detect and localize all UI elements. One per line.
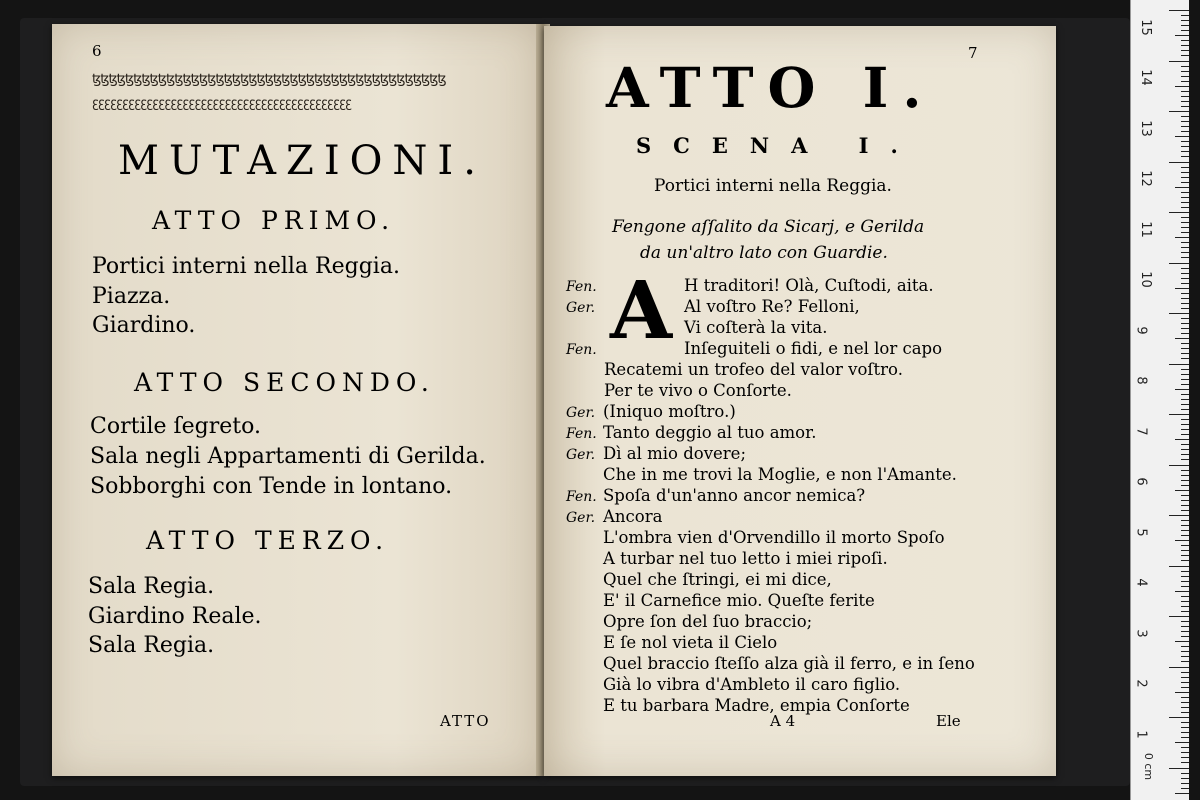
ruler-tick: [1181, 146, 1189, 147]
scene-list-item: Sala negli Appartamenti di Gerilda.: [90, 444, 486, 469]
ruler-tick: [1181, 106, 1189, 107]
verse-line: (Iniquo moſtro.): [603, 402, 736, 421]
verse-line: E' il Carnefice mio. Queſte ferite: [603, 591, 875, 610]
ruler-tick: [1181, 126, 1189, 127]
ruler-tick: [1169, 667, 1189, 668]
ruler-tick: [1181, 116, 1189, 117]
verse-line: Per te vivo o Conſorte.: [604, 381, 792, 400]
ruler-tick: [1181, 96, 1189, 97]
ruler-tick: [1181, 788, 1189, 789]
ruler-tick: [1181, 475, 1189, 476]
speaker-label: Ger.: [566, 300, 596, 316]
ruler-tick: [1181, 333, 1189, 334]
ruler-label: 14: [1137, 69, 1153, 86]
ruler-tick: [1181, 141, 1189, 142]
ruler-tick: [1175, 490, 1189, 491]
ruler-tick: [1181, 252, 1189, 253]
ruler-tick: [1181, 530, 1189, 531]
speaker-label: Ger.: [566, 447, 596, 463]
ruler-tick: [1181, 348, 1189, 349]
ruler-label: 11: [1137, 221, 1153, 238]
verse-line: Che in me trovi la Moglie, e non l'Amante.: [603, 465, 957, 484]
scene-list-item: Cortile ſegreto.: [90, 414, 261, 439]
verse-line: E ſe nol vieta il Cielo: [603, 633, 778, 652]
ruler-label: 5: [1133, 528, 1149, 537]
ruler-tick: [1181, 45, 1189, 46]
act-title: ATTO I.: [606, 55, 936, 120]
verse-line: Opre ſon del ſuo braccio;: [603, 612, 813, 631]
ruler-tick: [1181, 91, 1189, 92]
ruler-tick: [1181, 298, 1189, 299]
ruler-tick: [1181, 308, 1189, 309]
ruler-tick: [1175, 338, 1189, 339]
ruler-tick: [1181, 227, 1189, 228]
ruler-tick: [1169, 717, 1189, 718]
stage-direction-line: da un'altro lato con Guardie.: [640, 243, 888, 263]
ruler-tick: [1175, 742, 1189, 743]
ruler-tick: [1181, 495, 1189, 496]
scene-list-item: Giardino.: [92, 313, 196, 338]
ruler-tick: [1181, 156, 1189, 157]
ruler-tick: [1181, 581, 1189, 582]
ruler-tick: [1169, 162, 1189, 163]
ruler-tick: [1181, 369, 1189, 370]
left-page-number: 6: [92, 42, 102, 60]
ruler-tick: [1181, 283, 1189, 284]
ruler-tick: [1175, 439, 1189, 440]
ruler-tick: [1169, 61, 1189, 62]
ruler-tick: [1181, 520, 1189, 521]
ruler-tick: [1181, 374, 1189, 375]
ruler-tick: [1181, 636, 1189, 637]
ruler-tick: [1181, 409, 1189, 410]
ruler-tick: [1181, 217, 1189, 218]
ruler-label: 8: [1133, 376, 1149, 385]
ruler-tick: [1181, 773, 1189, 774]
verse-line: Quel che ſtringi, ei mi dice,: [603, 570, 832, 589]
ruler-tick: [1181, 202, 1189, 203]
ruler-tick: [1169, 263, 1189, 264]
ruler-tick: [1181, 358, 1189, 359]
ruler-label: 9: [1133, 326, 1149, 335]
ruler-tick: [1175, 35, 1189, 36]
verse-line: Tanto deggio al tuo amor.: [603, 423, 817, 442]
ruler-tick: [1181, 555, 1189, 556]
ruler-label: 15: [1137, 19, 1153, 36]
ruler-label: 4: [1133, 578, 1149, 587]
ruler-tick: [1181, 197, 1189, 198]
verse-line: E tu barbara Madre, empia Conſorte: [603, 696, 910, 715]
ruler-tick: [1181, 571, 1189, 572]
ruler-tick: [1181, 606, 1189, 607]
ruler-tick: [1181, 470, 1189, 471]
ruler-label: 7: [1133, 427, 1149, 436]
stage-direction-line: Fengone aſſalito da Sicarj, e Gerilda: [612, 217, 925, 237]
ruler-tick: [1181, 722, 1189, 723]
speaker-label: Ger.: [566, 405, 596, 421]
ruler-tick: [1169, 364, 1189, 365]
verse-line: Inſeguiteli o fidi, e nel lor capo: [684, 339, 943, 358]
scene-list-item: Giardino Reale.: [88, 604, 262, 629]
ruler-label: 12: [1137, 170, 1153, 187]
speaker-label: Fen.: [566, 489, 597, 505]
ruler-tick: [1181, 71, 1189, 72]
ruler-tick: [1181, 576, 1189, 577]
ruler-tick: [1181, 66, 1189, 67]
signature-mark: A 4: [770, 712, 796, 730]
ruler-tick: [1181, 76, 1189, 77]
ruler-tick: [1181, 449, 1189, 450]
ruler-tick: [1181, 323, 1189, 324]
ruler-tick: [1181, 757, 1189, 758]
ruler-tick: [1181, 687, 1189, 688]
ruler-tick: [1181, 778, 1189, 779]
ruler-tick: [1181, 222, 1189, 223]
act-heading-primo: ATTO PRIMO.: [152, 206, 396, 235]
ruler-label: 13: [1137, 120, 1153, 137]
scene-list-item: Sobborghi con Tende in lontano.: [90, 474, 453, 499]
ruler-tick: [1181, 278, 1189, 279]
ruler-tick: [1181, 81, 1189, 82]
verse-line: Dì al mio dovere;: [603, 444, 747, 463]
ruler-tick: [1181, 677, 1189, 678]
ruler-label: 10: [1137, 271, 1153, 288]
ornament-bottom: ꜫꜫꜫꜫꜫꜫꜫꜫꜫꜫꜫꜫꜫꜫꜫꜫꜫꜫꜫꜫꜫꜫꜫꜫꜫꜫꜫꜫꜫꜫꜫꜫꜫꜫꜫꜫꜫꜫꜫꜫꜫꜫꜫ: [92, 96, 352, 111]
ruler-tick: [1175, 389, 1189, 390]
ornament-top: ꜩꜩꜩꜩꜩꜩꜩꜩꜩꜩꜩꜩꜩꜩꜩꜩꜩꜩꜩꜩꜩꜩꜩꜩꜩꜩꜩꜩꜩꜩꜩꜩꜩꜩꜩꜩꜩꜩꜩꜩꜩꜩꜩ: [92, 72, 446, 87]
ruler-tick: [1181, 762, 1189, 763]
ruler-tick: [1181, 25, 1189, 26]
ruler-tick: [1181, 404, 1189, 405]
ruler-tick: [1175, 237, 1189, 238]
ruler-tick: [1181, 232, 1189, 233]
ruler-tick: [1181, 596, 1189, 597]
ruler-tick: [1181, 182, 1189, 183]
ruler-tick: [1181, 55, 1189, 56]
ruler-tick: [1181, 444, 1189, 445]
ruler-tick: [1181, 40, 1189, 41]
ruler-tick: [1181, 601, 1189, 602]
mutazioni-title: MUTAZIONI.: [118, 138, 486, 184]
ruler-tick: [1169, 465, 1189, 466]
ruler-tick: [1181, 50, 1189, 51]
ruler-tick: [1181, 459, 1189, 460]
verse-line: Vi coſterà la vita.: [684, 318, 828, 337]
ruler-tick: [1181, 207, 1189, 208]
ruler-label: 1: [1133, 730, 1149, 739]
ruler-tick: [1181, 535, 1189, 536]
ruler-tick: [1181, 646, 1189, 647]
ruler-tick: [1181, 131, 1189, 132]
act-heading-secondo: ATTO SECONDO.: [134, 368, 435, 397]
act-heading-terzo: ATTO TERZO.: [146, 526, 390, 555]
ruler-tick: [1175, 136, 1189, 137]
right-page-number: 7: [968, 44, 978, 62]
scene-list-item: Portici interni nella Reggia.: [92, 254, 400, 279]
ruler-tick: [1181, 727, 1189, 728]
ruler-tick: [1181, 626, 1189, 627]
verse-line: Già lo vibra d'Ambleto il caro figlio.: [603, 675, 901, 694]
ruler-tick: [1169, 566, 1189, 567]
verse-line: Recatemi un trofeo del valor voſtro.: [604, 360, 903, 379]
scene-place: Portici interni nella Reggia.: [654, 176, 892, 196]
ruler-tick: [1181, 702, 1189, 703]
ruler-tick: [1175, 540, 1189, 541]
ruler-tick: [1181, 172, 1189, 173]
ruler-label: 3: [1133, 629, 1149, 638]
ruler-tick: [1169, 414, 1189, 415]
ruler-tick: [1181, 500, 1189, 501]
speaker-label: Fen.: [566, 342, 597, 358]
right-catchword: Ele: [936, 712, 961, 730]
ruler-tick: [1175, 692, 1189, 693]
ruler-tick: [1181, 712, 1189, 713]
ruler-tick: [1175, 793, 1189, 794]
left-page: [52, 24, 542, 776]
scene-list-item: Piazza.: [92, 284, 171, 309]
left-catchword: ATTO: [440, 712, 491, 730]
ruler-tick: [1181, 621, 1189, 622]
ruler-tick: [1181, 303, 1189, 304]
ruler-tick: [1181, 257, 1189, 258]
ruler-tick: [1181, 682, 1189, 683]
ruler-tick: [1181, 505, 1189, 506]
ruler-tick: [1181, 783, 1189, 784]
ruler-tick: [1181, 611, 1189, 612]
ruler-tick: [1181, 268, 1189, 269]
ruler-tick: [1181, 480, 1189, 481]
ruler-tick: [1169, 515, 1189, 516]
ruler-tick: [1169, 212, 1189, 213]
ruler-unit: 0 cm: [1142, 752, 1156, 781]
ruler-tick: [1181, 429, 1189, 430]
ruler-tick: [1181, 419, 1189, 420]
speaker-label: Fen.: [566, 279, 597, 295]
ruler-tick: [1181, 384, 1189, 385]
ruler-tick: [1181, 747, 1189, 748]
verse-line: H traditori! Olà, Cuſtodi, aita.: [684, 276, 934, 295]
ruler-tick: [1175, 288, 1189, 289]
ruler-tick: [1169, 313, 1189, 314]
ruler-tick: [1181, 656, 1189, 657]
ruler-tick: [1181, 394, 1189, 395]
speaker-label: Ger.: [566, 510, 596, 526]
ruler-tick: [1175, 187, 1189, 188]
ruler-tick: [1169, 768, 1189, 769]
ruler-tick: [1181, 737, 1189, 738]
ruler-tick: [1169, 10, 1189, 11]
verse-line: Al voſtro Re? Felloni,: [684, 297, 860, 316]
ruler-tick: [1181, 752, 1189, 753]
ruler-tick: [1181, 399, 1189, 400]
ruler-tick: [1181, 424, 1189, 425]
verse-line: L'ombra vien d'Orvendillo il morto Spoſo: [603, 528, 945, 547]
verse-line: A turbar nel tuo letto i miei ripoſi.: [603, 549, 888, 568]
speaker-label: Fen.: [566, 426, 597, 442]
ruler-tick: [1181, 30, 1189, 31]
ruler-tick: [1181, 328, 1189, 329]
ruler-tick: [1181, 525, 1189, 526]
ruler-tick: [1175, 641, 1189, 642]
ruler-tick: [1181, 20, 1189, 21]
ruler-tick: [1169, 111, 1189, 112]
ruler-tick: [1181, 121, 1189, 122]
ruler-tick: [1175, 86, 1189, 87]
ruler-tick: [1181, 707, 1189, 708]
verse-line: Quel braccio ſteſſo alza già il ferro, e in ſeno: [603, 654, 975, 673]
ruler-tick: [1181, 560, 1189, 561]
ruler-tick: [1181, 631, 1189, 632]
ruler-tick: [1181, 454, 1189, 455]
ruler-tick: [1181, 545, 1189, 546]
ruler-tick: [1181, 192, 1189, 193]
scene-title: SCENA I.: [636, 133, 920, 158]
verse-line: Ancora: [603, 507, 663, 526]
ruler-tick: [1181, 177, 1189, 178]
scene-list-item: Sala Regia.: [88, 633, 215, 658]
ruler-tick: [1181, 510, 1189, 511]
ruler-tick: [1181, 293, 1189, 294]
ruler-tick: [1181, 697, 1189, 698]
ruler-tick: [1181, 651, 1189, 652]
ruler-tick: [1181, 247, 1189, 248]
ruler-tick: [1181, 434, 1189, 435]
ruler-tick: [1181, 167, 1189, 168]
ruler-tick: [1181, 151, 1189, 152]
ruler-tick: [1181, 732, 1189, 733]
ruler-tick: [1181, 672, 1189, 673]
ruler-tick: [1181, 343, 1189, 344]
ruler-tick: [1181, 485, 1189, 486]
verse-line: Spoſa d'un'anno ancor nemica?: [603, 486, 866, 505]
drop-cap: A: [610, 263, 673, 357]
ruler-tick: [1181, 550, 1189, 551]
ruler-tick: [1181, 353, 1189, 354]
ruler-label: 6: [1133, 477, 1149, 486]
measuring-ruler: [1130, 0, 1189, 800]
ruler-tick: [1181, 318, 1189, 319]
scene-list-item: Sala Regia.: [88, 574, 215, 599]
ruler-tick: [1181, 586, 1189, 587]
ruler-tick: [1169, 616, 1189, 617]
ruler-tick: [1181, 101, 1189, 102]
ruler-tick: [1181, 379, 1189, 380]
ruler-tick: [1175, 591, 1189, 592]
ruler-tick: [1181, 661, 1189, 662]
ruler-tick: [1181, 242, 1189, 243]
ruler-tick: [1181, 273, 1189, 274]
ruler-tick: [1181, 15, 1189, 16]
ruler-label: 2: [1133, 679, 1149, 688]
